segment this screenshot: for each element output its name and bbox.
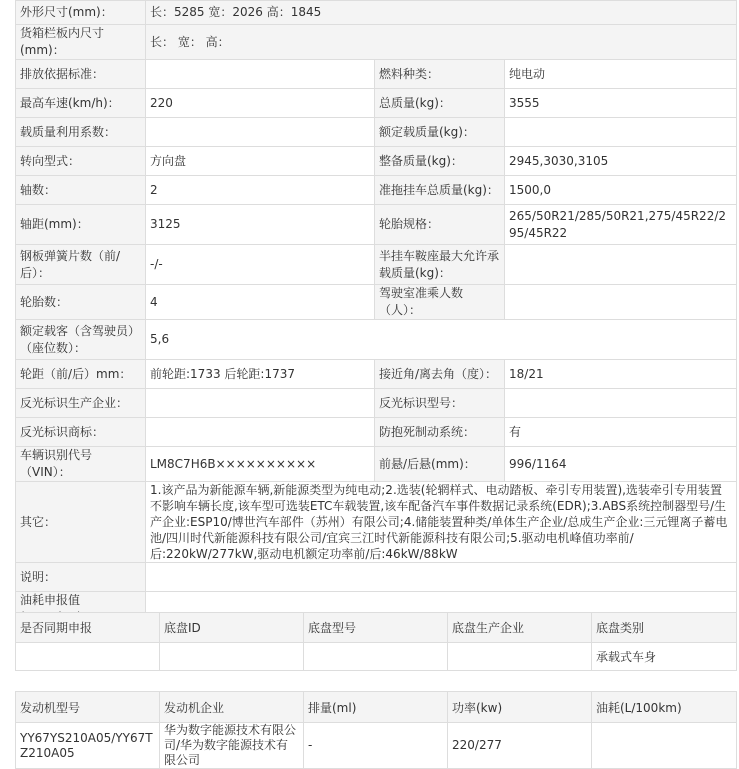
spec-value: 方向盘 bbox=[146, 147, 375, 176]
chassis-header-row bbox=[16, 613, 737, 643]
spec-label: 反光标识生产企业： bbox=[16, 389, 146, 418]
spec-row bbox=[16, 418, 737, 447]
engine-fuel-cell bbox=[592, 723, 737, 769]
spec-value bbox=[505, 285, 737, 320]
engine-company-cell: 华为数字能源技术有限公司/华为数字能源技术有限公司 bbox=[160, 723, 304, 769]
spec-value bbox=[505, 118, 737, 147]
spec-row bbox=[16, 147, 737, 176]
tire-spec-value: 265/50R21/285/50R21,275/45R22/295/45R22 bbox=[505, 205, 737, 245]
seats-value: 5,6 bbox=[146, 320, 737, 360]
engine-header: 排量(ml) bbox=[304, 692, 448, 723]
spec-row-other bbox=[16, 482, 737, 563]
spec-row bbox=[16, 60, 737, 89]
dims-value: 长：5285 宽：2026 高：1845 bbox=[146, 1, 737, 25]
engine-header: 功率(kw) bbox=[448, 692, 592, 723]
engine-row bbox=[16, 723, 737, 769]
spec-value: 4 bbox=[146, 285, 375, 320]
spec-row-seats bbox=[16, 320, 737, 360]
spec-label: 轮胎规格： bbox=[375, 205, 505, 245]
spec-label: 额定载质量(kg)： bbox=[375, 118, 505, 147]
seats-label: 额定载客（含驾驶员）（座位数）： bbox=[16, 320, 146, 360]
spec-table bbox=[15, 0, 737, 627]
dims-label: 外形尺寸(mm)： bbox=[16, 1, 146, 25]
spec-value: 3125 bbox=[146, 205, 375, 245]
spec-label: 最高车速(km/h)： bbox=[16, 89, 146, 118]
spec-label: 接近角/离去角（度）： bbox=[375, 360, 505, 389]
other-label: 其它： bbox=[16, 482, 146, 563]
spec-row bbox=[16, 447, 737, 482]
spec-value bbox=[146, 418, 375, 447]
spec-row bbox=[16, 285, 737, 320]
spec-label: 半挂车鞍座最大允许承载质量(kg)： bbox=[375, 245, 505, 285]
spec-label: 轮胎数： bbox=[16, 285, 146, 320]
spec-row bbox=[16, 89, 737, 118]
spec-value bbox=[146, 389, 375, 418]
spec-label: 轴距(mm)： bbox=[16, 205, 146, 245]
note-value bbox=[146, 563, 737, 592]
spec-value: 纯电动 bbox=[505, 60, 737, 89]
spec-row bbox=[16, 245, 737, 285]
chassis-header: 底盘型号 bbox=[304, 613, 448, 643]
fuel-label: 油耗申报值 bbox=[16, 592, 146, 627]
spec-value bbox=[146, 118, 375, 147]
spec-value: -/- bbox=[146, 245, 375, 285]
cargo-label: 货箱栏板内尺寸(mm)： bbox=[16, 25, 146, 60]
spec-label: 反光标识商标： bbox=[16, 418, 146, 447]
chassis-header: 底盘ID bbox=[160, 613, 304, 643]
chassis-cell: 承载式车身 bbox=[592, 643, 737, 671]
chassis-row bbox=[16, 643, 737, 671]
spec-value bbox=[505, 245, 737, 285]
spec-value: 有 bbox=[505, 418, 737, 447]
note-label: 说明： bbox=[16, 563, 146, 592]
engine-table bbox=[15, 691, 737, 769]
spec-label: 载质量利用系数： bbox=[16, 118, 146, 147]
engine-power-cell: 220/277 bbox=[448, 723, 592, 769]
chassis-header: 是否同期申报 bbox=[16, 613, 160, 643]
chassis-cell bbox=[16, 643, 160, 671]
other-value: 1.该产品为新能源车辆,新能源类型为纯电动;2.选装(轮辋样式、电动踏板、牵引专用装置),选装牵引专用装置不影响车辆长度,该车型可选装ETC车载装置,该车配备汽车事件数据记录系统(EDR);3.ABS系统控制器型号/生产企业:ESP10/博世汽车部件（苏州）有限公司;4.储能装置种类/单体生产企业/总成生产企业:三元锂离子蓄电池/四川时代新能源科技有限公司/宜宾三江时代新能源科技有限公司;5.驱动电机峰值功率前/后:220kW/277kW,驱动电机额定功率前/后:46kW/88kW bbox=[146, 482, 737, 563]
spec-value: 1500,0 bbox=[505, 176, 737, 205]
engine-header: 油耗(L/100km) bbox=[592, 692, 737, 723]
cargo-value: 长： 宽： 高： bbox=[146, 25, 737, 60]
spec-label: 转向型式： bbox=[16, 147, 146, 176]
spec-label: 排放依据标准： bbox=[16, 60, 146, 89]
spec-label: 车辆识别代号（VIN）： bbox=[16, 447, 146, 482]
spec-label: 反光标识型号： bbox=[375, 389, 505, 418]
spec-value bbox=[146, 60, 375, 89]
engine-header: 发动机型号 bbox=[16, 692, 160, 723]
engine-header-row bbox=[16, 692, 737, 723]
spec-value bbox=[505, 389, 737, 418]
spec-value: 18/21 bbox=[505, 360, 737, 389]
spec-row bbox=[16, 205, 737, 245]
spec-label: 整备质量(kg)： bbox=[375, 147, 505, 176]
spec-label: 钢板弹簧片数（前/后）： bbox=[16, 245, 146, 285]
vin-value: LM8C7H6B×××××××××× bbox=[146, 447, 375, 482]
spec-row bbox=[16, 360, 737, 389]
spec-label: 防抱死制动系统： bbox=[375, 418, 505, 447]
chassis-header: 底盘类别 bbox=[592, 613, 737, 643]
chassis-cell bbox=[160, 643, 304, 671]
spec-row-note bbox=[16, 563, 737, 592]
spec-value: 2945,3030,3105 bbox=[505, 147, 737, 176]
spec-label: 轴数： bbox=[16, 176, 146, 205]
engine-model-cell: YY67YS210A05/YY67TZ210A05 bbox=[16, 723, 160, 769]
spec-label: 轮距（前/后）mm： bbox=[16, 360, 146, 389]
spec-row bbox=[16, 118, 737, 147]
chassis-cell bbox=[448, 643, 592, 671]
chassis-cell bbox=[304, 643, 448, 671]
spec-label: 燃料种类： bbox=[375, 60, 505, 89]
spec-label: 总质量(kg)： bbox=[375, 89, 505, 118]
chassis-table bbox=[15, 612, 737, 671]
spec-row-dims bbox=[16, 1, 737, 25]
spec-value: 3555 bbox=[505, 89, 737, 118]
chassis-header: 底盘生产企业 bbox=[448, 613, 592, 643]
engine-displacement-cell: - bbox=[304, 723, 448, 769]
spec-row bbox=[16, 176, 737, 205]
spec-label: 前悬/后悬(mm)： bbox=[375, 447, 505, 482]
spec-value: 996/1164 bbox=[505, 447, 737, 482]
engine-header: 发动机企业 bbox=[160, 692, 304, 723]
spec-row bbox=[16, 389, 737, 418]
spec-value: 2 bbox=[146, 176, 375, 205]
spec-label: 准拖挂车总质量(kg)： bbox=[375, 176, 505, 205]
spec-value: 220 bbox=[146, 89, 375, 118]
spec-label: 驾驶室准乘人数（人）： bbox=[375, 285, 505, 320]
spec-row-cargo bbox=[16, 25, 737, 60]
spec-value: 前轮距:1733 后轮距:1737 bbox=[146, 360, 375, 389]
